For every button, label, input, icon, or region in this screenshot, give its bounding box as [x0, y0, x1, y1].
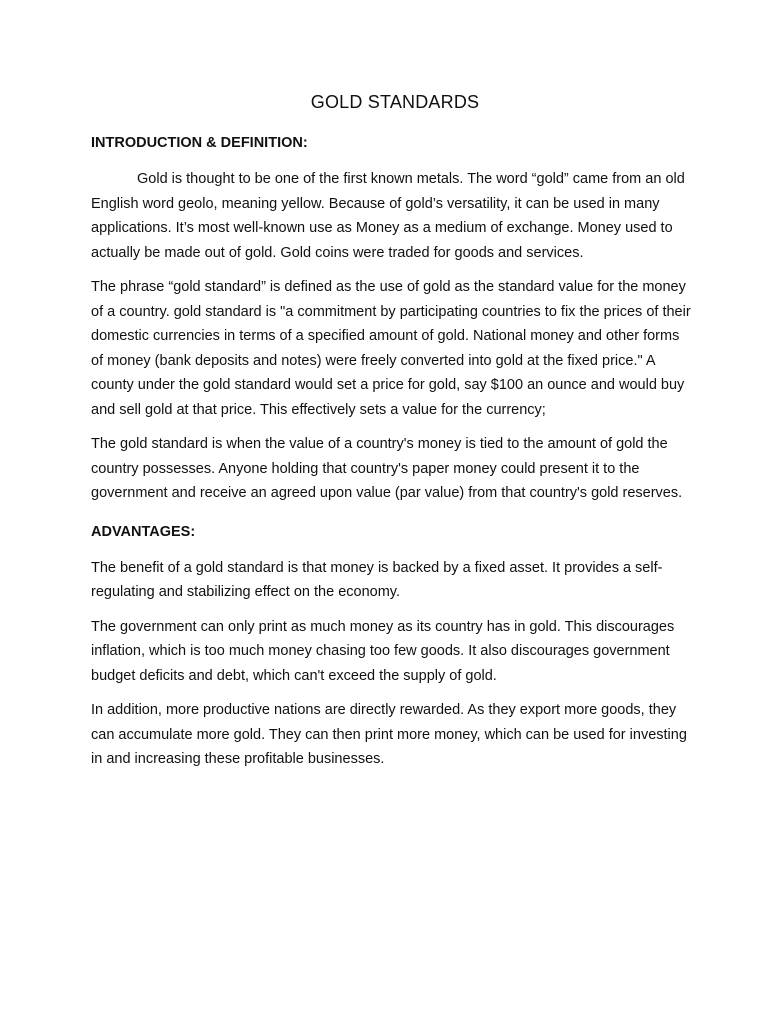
section-heading-introduction: INTRODUCTION & DEFINITION:	[91, 135, 308, 151]
document-page	[91, 92, 691, 782]
document-title: GOLD STANDARDS	[310, 92, 480, 112]
paragraph-intro-2: The phrase “gold standard” is defined as the use of gold as the standard value for the money of a country. gold standard is "a commitment by participating countries to fix the prices of their domestic currencies in terms of a specified amount of gold. National money and other forms of money (bank deposits and notes) were freely converted into gold at the fixed price." A county under the gold standard would set a price for gold, say $100 an ounce and would buy and sell gold at that price. This effectively sets a value for the currency;	[91, 279, 691, 418]
paragraph-advantages-2: The government can only print as much money as its country has in gold. This discourages inflation, which is too much money chasing too few goods. It also discourages government budget deficits and debt, which can't exceed the supply of gold.	[91, 618, 675, 684]
paragraph-advantages-3: In addition, more productive nations are directly rewarded. As they export more goods, they can accumulate more gold. They can then print more money, which can be used for investing in and increasing these profitable businesses.	[91, 702, 687, 767]
section-advantages	[91, 524, 691, 772]
paragraph-intro-1: Gold is thought to be one of the first known metals. The word “gold” came from an old English word geolo, meaning yellow. Because of gold’s versatility, it can be used in many applications. It’s most well-known use as Money as a medium of exchange. Money used to actually be made out of gold. Gold coins were traded for goods and services.	[91, 171, 685, 261]
section-introduction	[91, 135, 691, 506]
paragraph-intro-3: The gold standard is when the value of a country's money is tied to the amount of gold the country possesses. Anyone holding that country's paper money could present it to the government and receive an agreed upon value (par value) from that country's gold reserves.	[91, 436, 683, 501]
paragraph-advantages-1: The benefit of a gold standard is that money is backed by a fixed asset. It provides a self-regulating and stabilizing effect on the economy.	[91, 559, 663, 600]
section-heading-advantages: ADVANTAGES:	[91, 523, 196, 540]
